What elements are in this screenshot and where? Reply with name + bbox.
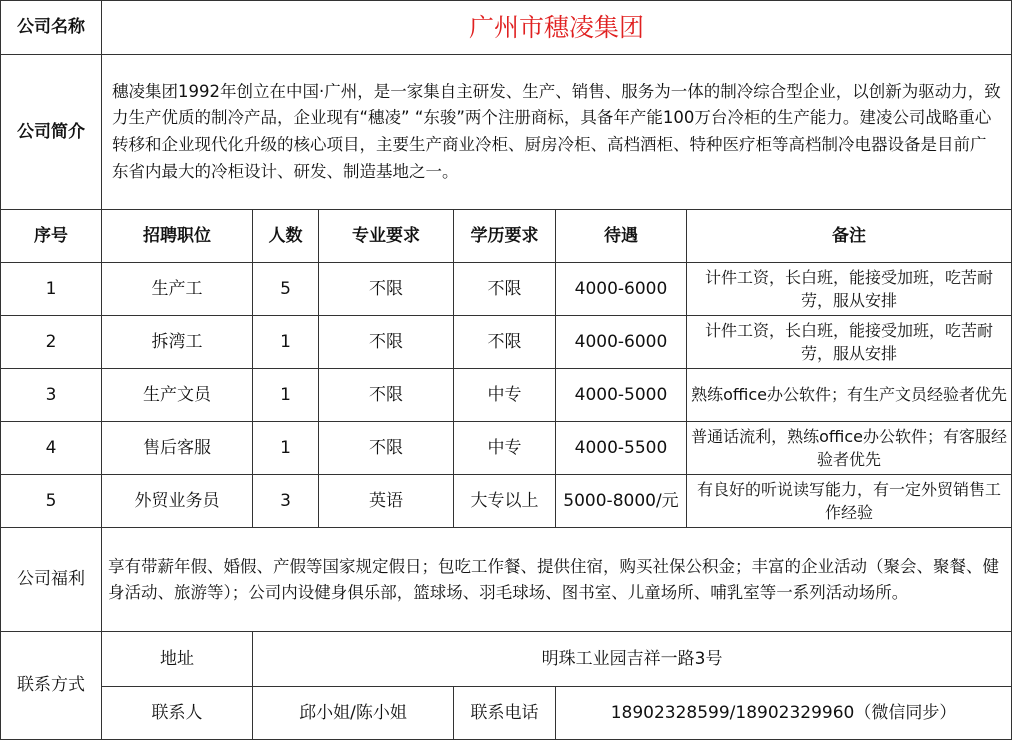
table-row — [1, 316, 1012, 369]
cell-major: 英语 — [319, 475, 454, 528]
cell-index: 3 — [1, 369, 102, 422]
cell-position: 生产文员 — [102, 369, 253, 422]
cell-salary: 4000-6000 — [556, 263, 687, 316]
header-position: 招聘职位 — [102, 210, 253, 263]
header-education: 学历要求 — [454, 210, 556, 263]
cell-position: 售后客服 — [102, 422, 253, 475]
table-row — [1, 422, 1012, 475]
contact-phone-label: 联系电话 — [454, 687, 556, 740]
company-intro-label: 公司简介 — [1, 55, 102, 210]
cell-position: 拆湾工 — [102, 316, 253, 369]
header-count: 人数 — [253, 210, 319, 263]
header-major: 专业要求 — [319, 210, 454, 263]
company-intro-row — [1, 55, 1012, 210]
address-value: 明珠工业园吉祥一路3号 — [253, 632, 1012, 687]
cell-salary: 4000-5500 — [556, 422, 687, 475]
address-label: 地址 — [102, 632, 253, 687]
cell-remarks: 计件工资，长白班，能接受加班，吃苦耐劳，服从安排 — [687, 263, 1012, 316]
cell-position: 外贸业务员 — [102, 475, 253, 528]
cell-education: 不限 — [454, 316, 556, 369]
cell-education: 中专 — [454, 422, 556, 475]
cell-remarks: 普通话流利，熟练office办公软件；有客服经验者优先 — [687, 422, 1012, 475]
contact-address-row — [1, 632, 1012, 687]
welfare-text: 享有带薪年假、婚假、产假等国家规定假日；包吃工作餐、提供住宿，购买社保公积金；丰富的企业活动（聚会、聚餐、健身活动、旅游等）；公司内设健身俱乐部，篮球场、羽毛球场、图书室、儿童场所、哺乳室等一系列活动场所。 — [102, 528, 1012, 632]
table-header-row — [1, 210, 1012, 263]
header-salary: 待遇 — [556, 210, 687, 263]
contact-label: 联系方式 — [1, 632, 102, 740]
header-index: 序号 — [1, 210, 102, 263]
contact-person-label: 联系人 — [102, 687, 253, 740]
company-name-row — [1, 1, 1012, 55]
cell-education: 大专以上 — [454, 475, 556, 528]
cell-count: 5 — [253, 263, 319, 316]
contact-person-row — [1, 687, 1012, 740]
cell-count: 1 — [253, 316, 319, 369]
cell-remarks: 计件工资，长白班，能接受加班，吃苦耐劳，服从安排 — [687, 316, 1012, 369]
cell-salary: 4000-5000 — [556, 369, 687, 422]
cell-major: 不限 — [319, 316, 454, 369]
cell-index: 2 — [1, 316, 102, 369]
cell-count: 1 — [253, 422, 319, 475]
cell-index: 1 — [1, 263, 102, 316]
table-row — [1, 369, 1012, 422]
cell-salary: 4000-6000 — [556, 316, 687, 369]
cell-major: 不限 — [319, 263, 454, 316]
cell-remarks: 有良好的听说读写能力，有一定外贸销售工作经验 — [687, 475, 1012, 528]
header-remarks: 备注 — [687, 210, 1012, 263]
company-name-label: 公司名称 — [1, 1, 102, 55]
table-row — [1, 475, 1012, 528]
cell-education: 不限 — [454, 263, 556, 316]
cell-salary: 5000-8000/元 — [556, 475, 687, 528]
cell-major: 不限 — [319, 369, 454, 422]
welfare-label: 公司福利 — [1, 528, 102, 632]
cell-index: 5 — [1, 475, 102, 528]
welfare-row — [1, 528, 1012, 632]
cell-count: 1 — [253, 369, 319, 422]
cell-education: 中专 — [454, 369, 556, 422]
cell-count: 3 — [253, 475, 319, 528]
cell-position: 生产工 — [102, 263, 253, 316]
contact-phone-value: 18902328599/18902329960（微信同步） — [556, 687, 1012, 740]
company-intro-text: 穗凌集团1992年创立在中国·广州，是一家集自主研发、生产、销售、服务为一体的制冷综合型企业，以创新为驱动力，致力生产优质的制冷产品，企业现有“穗凌” “东骏”两个注册商标，具备年产能100万台冷柜的生产能力。建凌公司战略重心转移和企业现代化升级的核心项目，主要生产商业冷柜、厨房冷柜、高档酒柜、特种医疗柜等高档制冷电器设备是目前广东省内最大的冷柜设计、研发、制造基地之一。 — [102, 55, 1012, 210]
table-row — [1, 263, 1012, 316]
cell-index: 4 — [1, 422, 102, 475]
company-name: 广州市穗凌集团 — [102, 1, 1012, 55]
cell-major: 不限 — [319, 422, 454, 475]
contact-person-value: 邱小姐/陈小姐 — [253, 687, 454, 740]
cell-remarks: 熟练office办公软件；有生产文员经验者优先 — [687, 369, 1012, 422]
